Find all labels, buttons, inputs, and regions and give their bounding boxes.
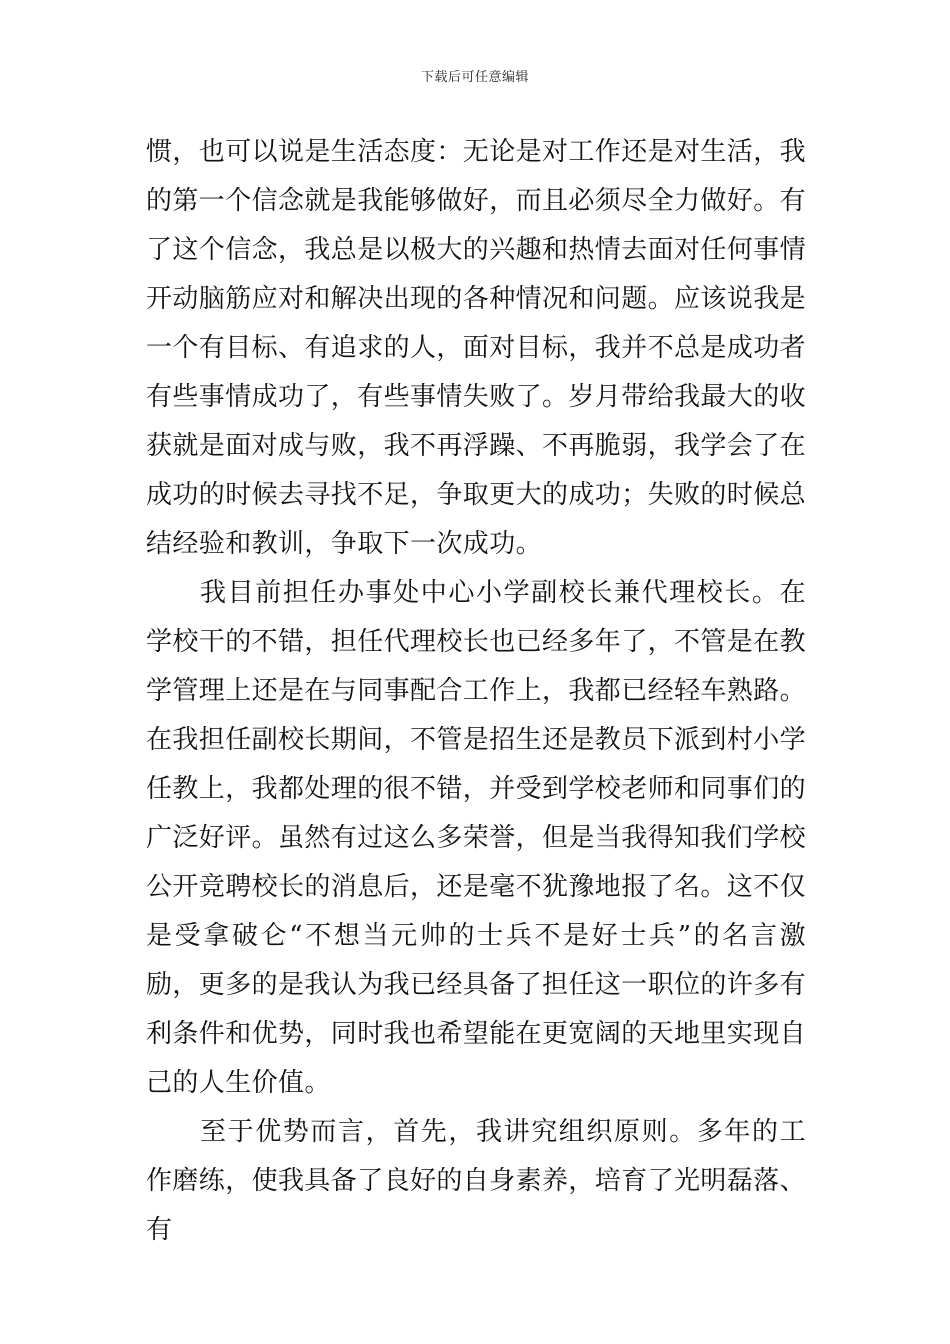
paragraph-current-position: 我目前担任办事处中心小学副校长兼代理校长。在学校干的不错，担任代理校长也已经多年了，不管是在教学管理上还是在与同事配合工作上，我都已经轻车熟路。在我担任副校长期间，不管是招生还是教员下派到村小学任教上，我都处理的很不错，并受到学校老师和同事们的广泛好评。虽然有过这么多荣誉，但是当我得知我们学校公开竞聘校长的消息后，还是毫不犹豫地报了名。这不仅是受拿破仑“不想当元帅的士兵不是好士兵”的名言激励，更多的是我认为我已经具备了担任这一职位的许多有利条件和优势，同时我也希望能在更宽阔的天地里实现自己的人生价值。	[146, 578, 807, 1098]
paragraph-continued: 惯，也可以说是生活态度：无论是对工作还是对生活，我的第一个信念就是我能够做好，而且必须尽全力做好。有了这个信念，我总是以极大的兴趣和热情去面对任何事情开动脑筋应对和解决出现的各种情况和问题。应该说我是一个有目标、有追求的人，面对目标，我并不总是成功者有些事情成功了，有些事情失败了。岁月带给我最大的收获就是面对成与败，我不再浮躁、不再脆弱，我学会了在成功的时候去寻找不足，争取更大的成功；失败的时候总结经验和教训，争取下一次成功。	[146, 137, 807, 559]
page-header: 下载后可任意编辑	[420, 70, 529, 85]
paragraph-advantages: 至于优势而言，首先，我讲究组织原则。多年的工作磨练，使我具备了良好的自身素养，培育了光明磊落、有	[146, 1117, 807, 1245]
document-body	[146, 128, 806, 1255]
